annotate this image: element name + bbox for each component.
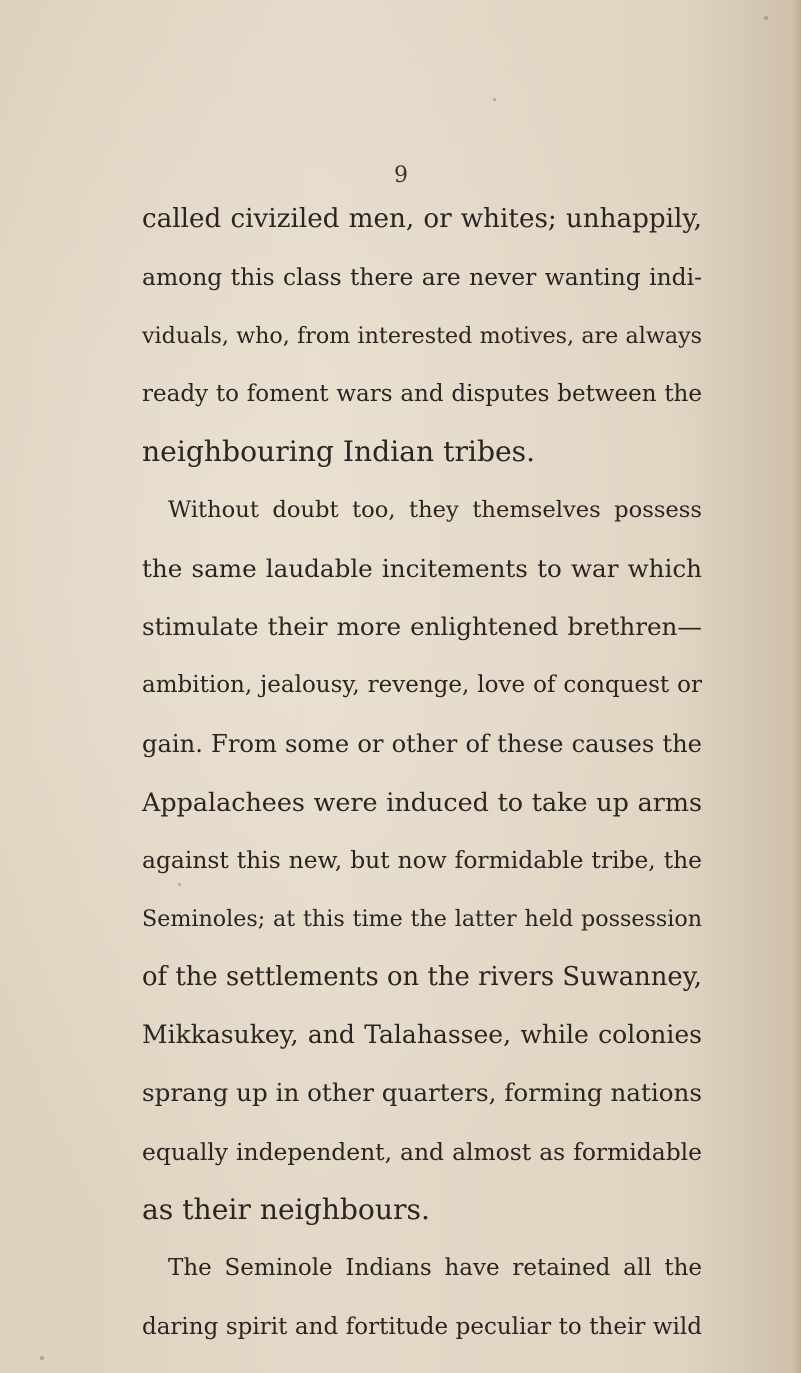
text-line: gain. From some or other of these causes the [142, 729, 702, 758]
text-line: stimulate their more enlightened brethren— [142, 612, 702, 642]
text-line: the same laudable incitements to war which [142, 553, 702, 583]
text-line: against this new, but now formidable tribe, the [142, 846, 702, 875]
text-line: Without doubt too, they themselves possess [168, 497, 702, 524]
text-line: equally independent, and almost as formidable [142, 1137, 702, 1166]
text-line: Seminoles; at this time the latter held possession [142, 905, 702, 932]
paper-speck [764, 16, 768, 20]
paper-speck [493, 98, 496, 101]
body-text [142, 190, 702, 1356]
text-line: Mikkasukey, and Talahassee, while colonies [142, 1020, 702, 1050]
text-line: of the settlements on the rivers Suwanney, [142, 961, 702, 992]
text-line: ready to foment wars and disputes between the [142, 380, 702, 407]
text-line: sprang up in other quarters, forming nations [142, 1078, 702, 1108]
page-number: 9 [394, 163, 408, 188]
text-line: called civiziled men, or whites; unhappily, [142, 204, 702, 234]
text-line: The Seminole Indians have retained all the [168, 1255, 702, 1282]
text-line: viduals, who, from interested motives, are always [142, 322, 702, 349]
text-line: among this class there are never wanting indi- [142, 263, 702, 292]
page-edge-shadow [791, 0, 801, 1373]
text-line: ambition, jealousy, revenge, love of conquest or [142, 672, 702, 699]
text-line: daring spirit and fortitude peculiar to their wild [142, 1313, 702, 1340]
text-line: as their neighbours. [142, 1193, 430, 1227]
text-line: neighbouring Indian tribes. [142, 435, 536, 469]
text-line: Appalachees were induced to take up arms [142, 786, 702, 817]
paper-speck [40, 1356, 44, 1360]
